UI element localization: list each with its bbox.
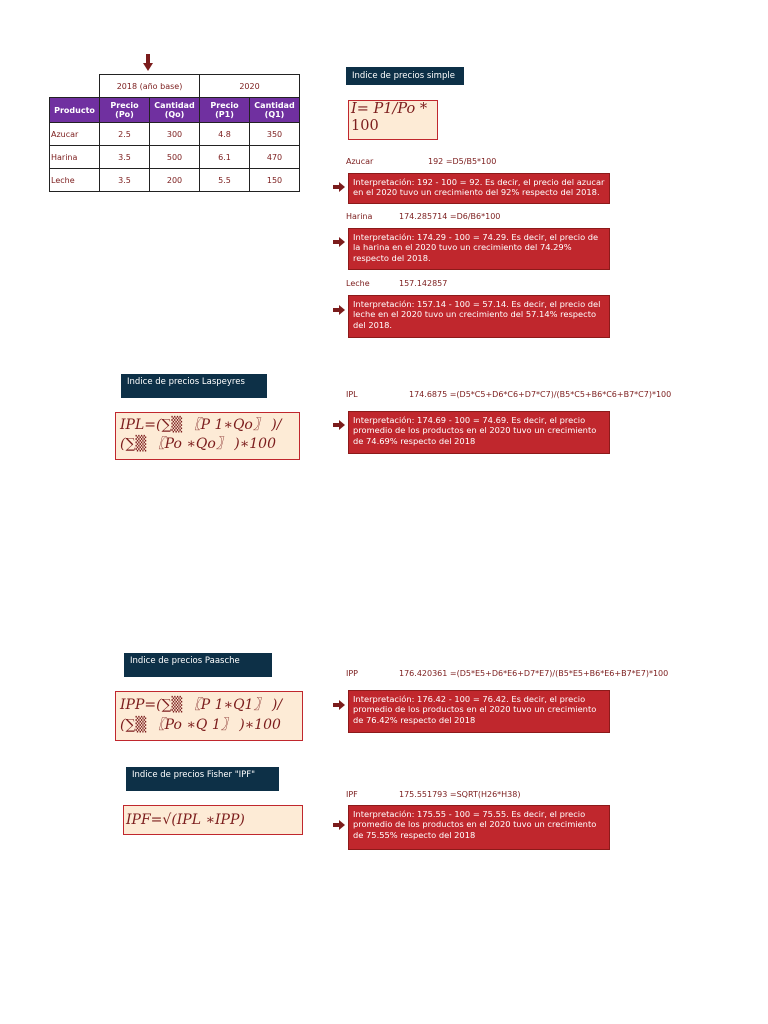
ipp-value: 176.420361 =(D5*E5+D6*E6+D7*E7)/(B5*E5+B6*E6+B7*E7)*100 <box>399 669 669 678</box>
down-arrow-icon <box>143 54 153 71</box>
leche-label: Leche <box>346 279 370 288</box>
table-cell: 150 <box>250 169 300 192</box>
ipl-interpretation: Interpretación: 174.69 - 100 = 74.69. Es decir, el precio promedio de los productos en el 2020 tuvo un crecimiento de 74.69% respecto del 2018 <box>348 411 610 454</box>
formula-line: 100 <box>351 118 379 134</box>
table-cell: 200 <box>150 169 200 192</box>
fisher-formula: IPF=√(IPL ∗IPP) <box>123 805 303 835</box>
table-cell: 3.5 <box>100 146 150 169</box>
price-table <box>49 74 300 192</box>
ipf-label: IPF <box>346 790 358 799</box>
table-cell: 5.5 <box>200 169 250 192</box>
formula-line: (∑▒ 〖Po ∗Q 1〗 )∗100 <box>120 717 281 733</box>
table-cell: 3.5 <box>100 169 150 192</box>
paasche-formula <box>115 691 303 741</box>
arrow-right-icon <box>333 700 345 710</box>
leche-interpretation: Interpretación: 157.14 - 100 = 57.14. Es decir, el precio del leche en el 2020 tuvo un crecimiento del 57.14% respecto del 2018. <box>348 295 610 338</box>
formula-line: IPL=(∑▒ 〖P 1∗Qo〗 )/ <box>120 417 282 433</box>
laspeyres-formula <box>115 412 300 460</box>
arrow-right-icon <box>333 182 345 192</box>
leche-value: 157.142857 <box>399 279 448 288</box>
year-2020-header: 2020 <box>200 75 300 98</box>
table-cell: Leche <box>50 169 100 192</box>
azucar-label: Azucar <box>346 157 374 166</box>
ipl-label: IPL <box>346 390 358 399</box>
column-header: Cantidad (Qo) <box>150 98 200 123</box>
table-cell: 2.5 <box>100 123 150 146</box>
formula-line: IPP=(∑▒ 〖P 1∗Q1〗 )/ <box>120 697 283 713</box>
ipf-value: 175.551793 =SQRT(H26*H38) <box>399 790 521 799</box>
simple-index-formula <box>348 100 438 140</box>
column-header: Producto <box>50 98 100 123</box>
simple-index-title: Indice de precios simple <box>346 67 464 85</box>
arrow-right-icon <box>333 420 345 430</box>
ipf-interpretation: Interpretación: 175.55 - 100 = 75.55. Es decir, el precio promedio de los productos en el 2020 tuvo un crecimiento de 75.55% respecto del 2018 <box>348 805 610 850</box>
harina-value: 174.285714 =D6/B6*100 <box>399 212 501 221</box>
column-header: Cantidad (Q1) <box>250 98 300 123</box>
column-header: Precio (P1) <box>200 98 250 123</box>
laspeyres-title: Indice de precios Laspeyres <box>121 374 267 398</box>
table-row <box>50 123 300 146</box>
harina-label: Harina <box>346 212 373 221</box>
arrow-right-icon <box>333 237 345 247</box>
fisher-title: Indice de precios Fisher "IPF" <box>126 767 279 791</box>
table-cell: Harina <box>50 146 100 169</box>
harina-interpretation: Interpretación: 174.29 - 100 = 74.29. Es decir, el precio de la harina en el 2020 tuvo un crecimiento del 74.29% respecto del 2018. <box>348 228 610 270</box>
table-cell: 470 <box>250 146 300 169</box>
paasche-title: Indice de precios Paasche <box>124 653 272 677</box>
table-row <box>50 146 300 169</box>
column-header: Precio (Po) <box>100 98 150 123</box>
azucar-interpretation: Interpretación: 192 - 100 = 92. Es decir, el precio del azucar en el 2020 tuvo un crecimiento del 92% respecto del 2018. <box>348 173 610 204</box>
ipp-label: IPP <box>346 669 359 678</box>
table-row <box>50 169 300 192</box>
table-cell: 4.8 <box>200 123 250 146</box>
formula-line: (∑▒ 〖Po ∗Qo〗 )∗100 <box>120 436 276 452</box>
arrow-right-icon <box>333 305 345 315</box>
table-cell: 300 <box>150 123 200 146</box>
table-cell: 350 <box>250 123 300 146</box>
year-base-header: 2018 (año base) <box>100 75 200 98</box>
table-cell: Azucar <box>50 123 100 146</box>
azucar-value: 192 =D5/B5*100 <box>428 157 497 166</box>
ipl-value: 174.6875 =(D5*C5+D6*C6+D7*C7)/(B5*C5+B6*C6+B7*C7)*100 <box>409 390 672 399</box>
formula-line: I= P1/Po * <box>351 101 428 117</box>
arrow-right-icon <box>333 820 345 830</box>
table-cell: 6.1 <box>200 146 250 169</box>
ipp-interpretation: Interpretación: 176.42 - 100 = 76.42. Es decir, el precio promedio de los productos en el 2020 tuvo un crecimiento de 76.42% respecto del 2018 <box>348 690 610 733</box>
table-cell: 500 <box>150 146 200 169</box>
